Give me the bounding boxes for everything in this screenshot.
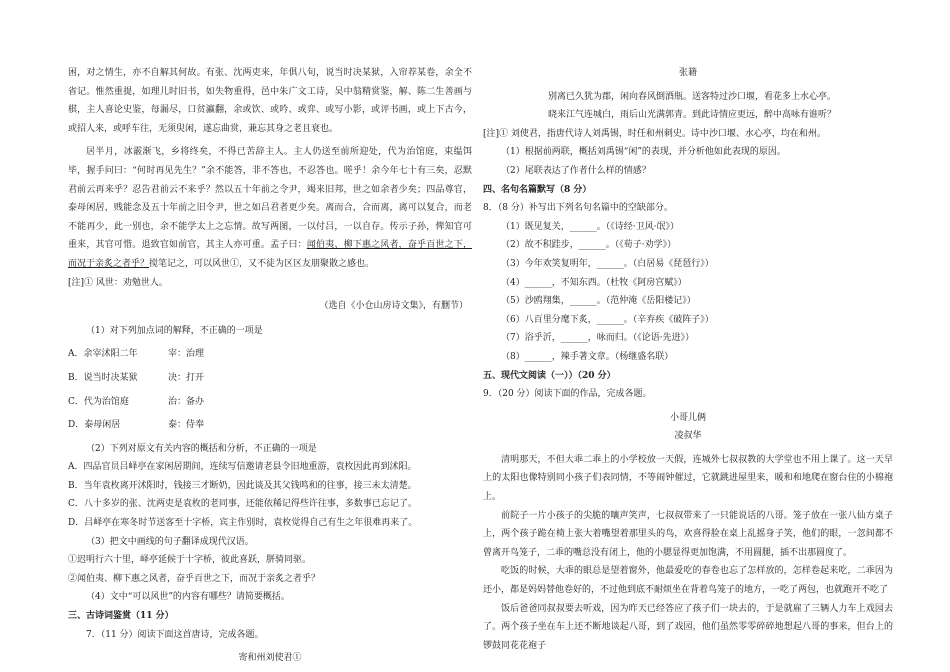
q8-item-4: （4）______，不知东西。（杜牧《阿房宫赋》） <box>501 277 687 288</box>
q8-item-3: （3）今年欢笑复明年，______。（白居易《琵琶行》） <box>501 258 714 269</box>
source-citation: （选自《小仓山房诗文集》，有删节） <box>319 301 468 312</box>
q1-option-b-def: 决：打开 <box>168 372 205 383</box>
question-3: （3）把文中画线的句子翻译成现代汉语。 <box>86 536 254 547</box>
q1-option-a-def: 宰：治理 <box>168 349 205 360</box>
poem-title: 寄和州刘使君① <box>238 653 302 664</box>
question-1: （1）对下列加点词的解释，不正确的一项是 <box>86 325 263 336</box>
q8-item-5: （5）沙鸥翔集，______。（范仲淹《岳阳楼记》） <box>501 296 696 307</box>
intro-paragraph-1: 困，对之情生，亦不自解其何故。有张、沈两吏来，年俱八旬，说当时决某狱，入帘荐某卷，余全不省记。惟然重提，如理儿时旧书，如失物重得，邑中朱广文工诗，吴中翁精赏鉴，解、陈二生善画与棋，主人喜论史鉴，每漏尽，口贫瀛翻，余或饮、或吟、或弈、或写小影，或评书画，或上下古今，或招人来，或呼车往，无须臾闲，遂忘曲赏，兼忘其身之老且衰也。 <box>68 68 472 134</box>
q1-option-d-def: 泰：侍奉 <box>168 420 205 431</box>
story-paragraph-1: 清明那天，不但大乖二乖上的小学校放一天假，连城外七叔叔教的大学堂也不用上课了。这一天早上的太阳也像特别同小孩子们表同情，不等闹钟催过，它就跳进屋里来，暖和和地爬在窗台住的小棉袍上。 <box>483 454 893 503</box>
q1-option-a <box>68 345 472 364</box>
story-paragraph-3: 吃饭的时候，大乖的眼总是望着窗外，他最爱吃的春卷也忘了怎样放的，怎样卷起来吃，二乖因为还小，都是妈妈替他卷好的，不过他到底不耐烦坐在背着鸟笼子的地方，一吃了两包，也就跑开不吃了 <box>483 566 893 596</box>
q1-option-d <box>68 416 472 435</box>
q1-option-c-text: C．代为治馆庭 <box>68 396 129 407</box>
mencius-prefix: 孟子曰： <box>270 240 307 251</box>
q1-option-b <box>68 369 472 388</box>
intro-paragraph-2-text: 居半月，冰霰渐飞，乡将终矣，不得已苦辞主人。主人仍送至前所迎处，代为治馆庭，束缊饵毕，握手问曰：“何时再见先生？”余不能答，非不答也，不忍答也。嗟乎！余今年七十有三矣，忍默君前云再来乎？忍告君前云不来乎？然以五十年前之令尹，竭来旧邦，世之如余者少矣；四品尊官，泰母闲居，贱能念及五十年前之旧令尹，世之如吕君者更少矣。离而合，合而离，离可以复合，而老不能再少，此一别也，余不能学太上之忘情。故写两图，一以付吕，一以自存。传示子孙，俾知官可重来，其官可惜。退致官如前官，其主人亦可重。 <box>68 147 472 251</box>
section-5-heading: 五、现代文阅读（一））（20 分） <box>483 370 616 381</box>
question-9: 9．（20 分）阅读下面的作品，完成各题。 <box>483 389 652 400</box>
left-column <box>68 64 472 668</box>
q2-option-b: B．当年袁枚离开沭阳时，钱接三才断奶，因此谈及其父钱鸣和的往事，接三未太清楚。 <box>68 480 417 491</box>
question-7: 7．（11 分）阅读下面这首唐诗，完成各题。 <box>86 629 264 640</box>
q8-item-6: （6）八百里分麾下炙，______。（辛弃疾《破阵子》） <box>501 314 714 325</box>
poem-author: 张籍 <box>678 68 697 78</box>
q8-item-7: （7）浴乎沂，______，咏而归。（《论语·先进》） <box>501 333 695 344</box>
q1-option-a-text: A．余宰沭阳二年 <box>68 349 138 360</box>
intro-paragraph-2 <box>68 143 472 273</box>
underlined-sentence: 闻伯夷、柳下惠之风者，奋乎百世之下，而况于亲炙之者乎？ <box>68 240 472 269</box>
q2-option-d: D．吕峄亭在寒冬时节送客至十字桥，宾主作别时，袁枚觉得自己有生之年很难再来了。 <box>68 518 418 529</box>
story-paragraph-2: 前院子一片小孩子的尖脆的嚷声笑声，七叔叔带来了一只能说话的八哥。笼子放在一张八仙方桌子上，两个孩子跪在椅上张大着嘴望着那里头的鸟，欢喜得脸在桌上乱摇身子笑，他们的眼，一忽间都不曾离开鸟笼子，二乖的嘴总没有闭上，他的小腮显得更加饱满，不用圆腿，插不出那圆度了。 <box>483 510 893 558</box>
question-2: （2）下列对原文有关内容的概括和分析，不正确的一项是 <box>86 443 317 454</box>
right-column <box>483 64 893 655</box>
q8-item-1: （1）既见复关，______。（《诗经·卫风·氓》） <box>501 221 679 232</box>
q1-option-d-text: D．泰母闲居 <box>68 420 121 431</box>
poem-question-2: （2）尾联表达了作者什么样的情感？ <box>501 165 651 176</box>
intro-tail-text: 搅笔记之，可以风世①，又不徒为区区友朋聚散之感也。 <box>149 258 375 269</box>
poem-line-1: 别离已久犹为郡，闲向春风倒酒瓶。送客特过沙口堰，看花多上水心亭。 <box>548 91 837 102</box>
q1-option-c-def: 治：备办 <box>168 396 205 407</box>
question-4: （4）文中“可以风世”的内容有哪些？请简要概括。 <box>86 592 290 603</box>
poem-line-2: 晓来江气连城白，雨后山光满郭青。到此诗情应更远，醉中高咏有谁听？ <box>548 110 837 121</box>
story-author: 凌叔华 <box>674 431 702 442</box>
poem-note: [注]① 刘使君，指唐代诗人刘禹锡，时任和州刺史。诗中沙口堰、水心亭，均在和州。 <box>483 128 826 139</box>
q8-item-8: （8）______，辣手著文章。（杨继盛名联） <box>501 351 674 362</box>
poem-question-1: （1）根据前两联，概括刘禹锡“闲”的表现，并分析他如此表现的原因。 <box>501 147 786 158</box>
q2-option-a: A．四品官员吕峄亭在家闲居期间，连续写信邀请老县令旧地重游，袁枚因此再到沭阳。 <box>68 462 417 473</box>
q3-item-2: ②闻伯夷、柳下惠之风者，奋乎百世之下，而况于亲炙之者乎？ <box>68 573 321 584</box>
q3-item-1: ①迟明行六十里，峄亭延候于十字桥，彼此喜跃，胼骑同驱。 <box>68 555 312 566</box>
q8-item-2: （2）故不积跬步，______。（《荀子·劝学》） <box>501 240 677 251</box>
annotation-note: [注]① 风世：劝勉世人。 <box>68 277 168 288</box>
section-4-heading: 四、名句名篇默写（8 分） <box>483 184 592 195</box>
q1-option-b-text: B．说当时决某狱 <box>68 372 138 383</box>
section-3-heading: 三、古诗词鉴赏（11 分） <box>68 611 174 622</box>
q2-option-c: C．八十多岁的张、沈两吏是袁枚的老同事，还能依稀记得些许往事，多数事已忘记了。 <box>68 499 417 510</box>
q1-option-c <box>68 393 472 412</box>
story-paragraph-4: 饭后爸爸同叔叔要去听戏，因为昨天已经答应了孩子们一块去的，于是就雇了三辆人力车上戏园去了。两个孩子坐在车上还不断地谈起八哥，到了戏园，他们虽然零零碎碎地想起八哥的事来，但台上的锣鼓同花花袍子 <box>483 603 893 651</box>
story-title: 小哥儿俩 <box>669 412 706 423</box>
question-8: 8．（8 分）补写出下列名句名篇中的空缺部分。 <box>483 203 673 214</box>
